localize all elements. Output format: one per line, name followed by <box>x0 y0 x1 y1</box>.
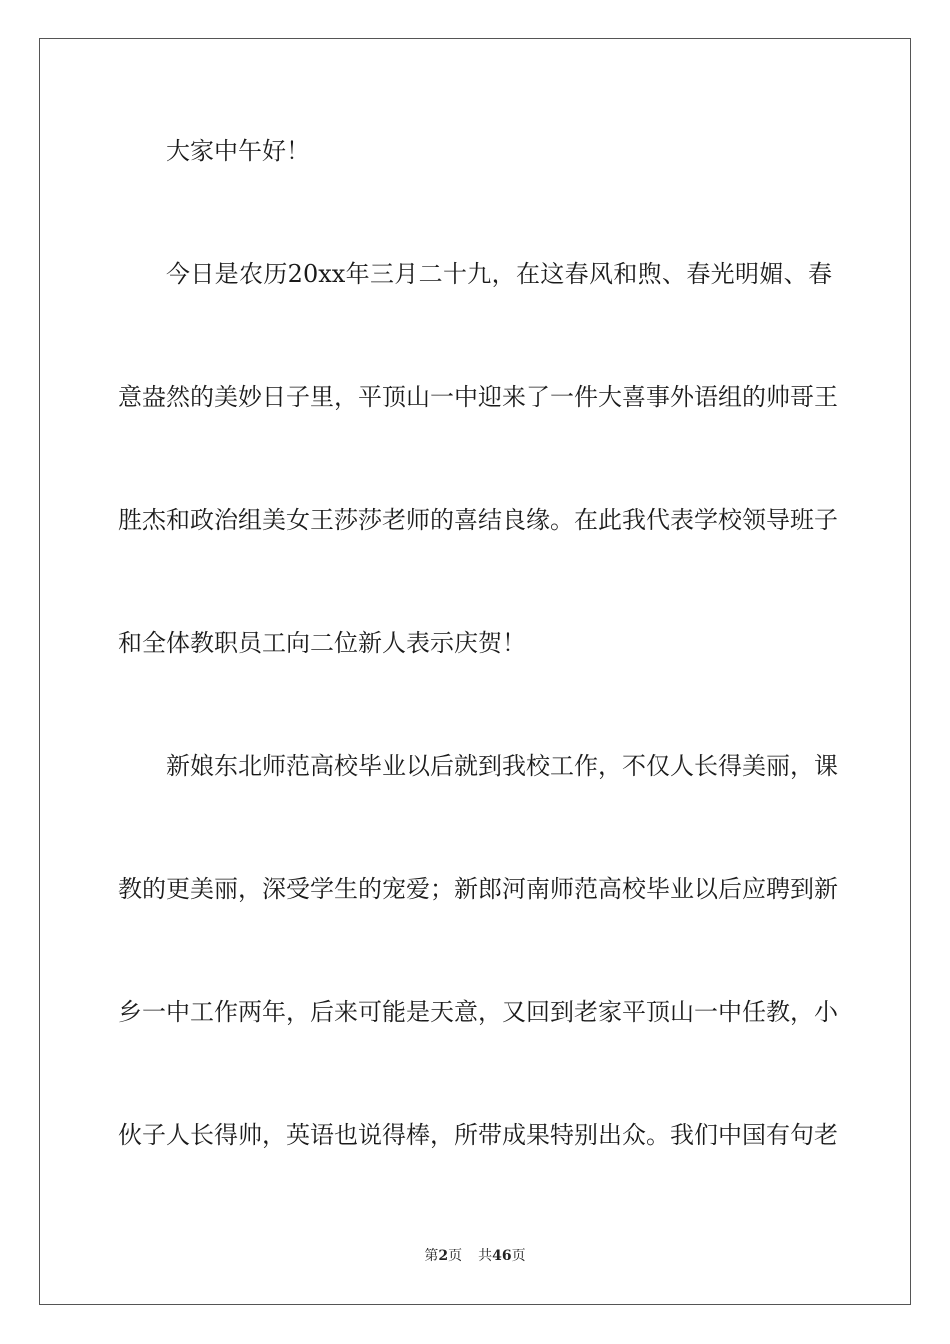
page-suffix: 页 <box>448 1248 463 1264</box>
page-prefix: 第 <box>424 1248 439 1264</box>
paragraph-2-line-3: 乡一中工作两年，后来可能是天意，又回到老家平顶山一中任教，小 <box>118 998 838 1026</box>
paragraph-1-line-4: 和全体教职员工向二位新人表示庆贺！ <box>118 629 526 657</box>
paragraph-1-line-1: 今日是农历20xx年三月二十九，在这春风和煦、春光明媚、春 <box>166 260 832 288</box>
paragraph-1-line-2: 意盎然的美妙日子里，平顶山一中迎来了一件大喜事外语组的帅哥王 <box>118 383 838 411</box>
paragraph-2-line-1: 新娘东北师范高校毕业以后就到我校工作，不仅人长得美丽，课 <box>166 752 838 780</box>
page-footer <box>0 1246 950 1266</box>
total-suffix: 页 <box>511 1248 526 1264</box>
paragraph-2-line-2: 教的更美丽，深受学生的宠爱；新郎河南师范高校毕业以后应聘到新 <box>118 875 838 903</box>
total-prefix: 共 <box>478 1248 493 1264</box>
greeting-line: 大家中午好！ <box>166 137 310 165</box>
page-border <box>39 38 911 1305</box>
page-current: 2 <box>438 1248 449 1264</box>
paragraph-1-line-3: 胜杰和政治组美女王莎莎老师的喜结良缘。在此我代表学校领导班子 <box>118 506 838 534</box>
paragraph-2-line-4: 伙子人长得帅，英语也说得棒，所带成果特别出众。我们中国有句老 <box>118 1121 838 1149</box>
page-total: 46 <box>492 1248 512 1264</box>
